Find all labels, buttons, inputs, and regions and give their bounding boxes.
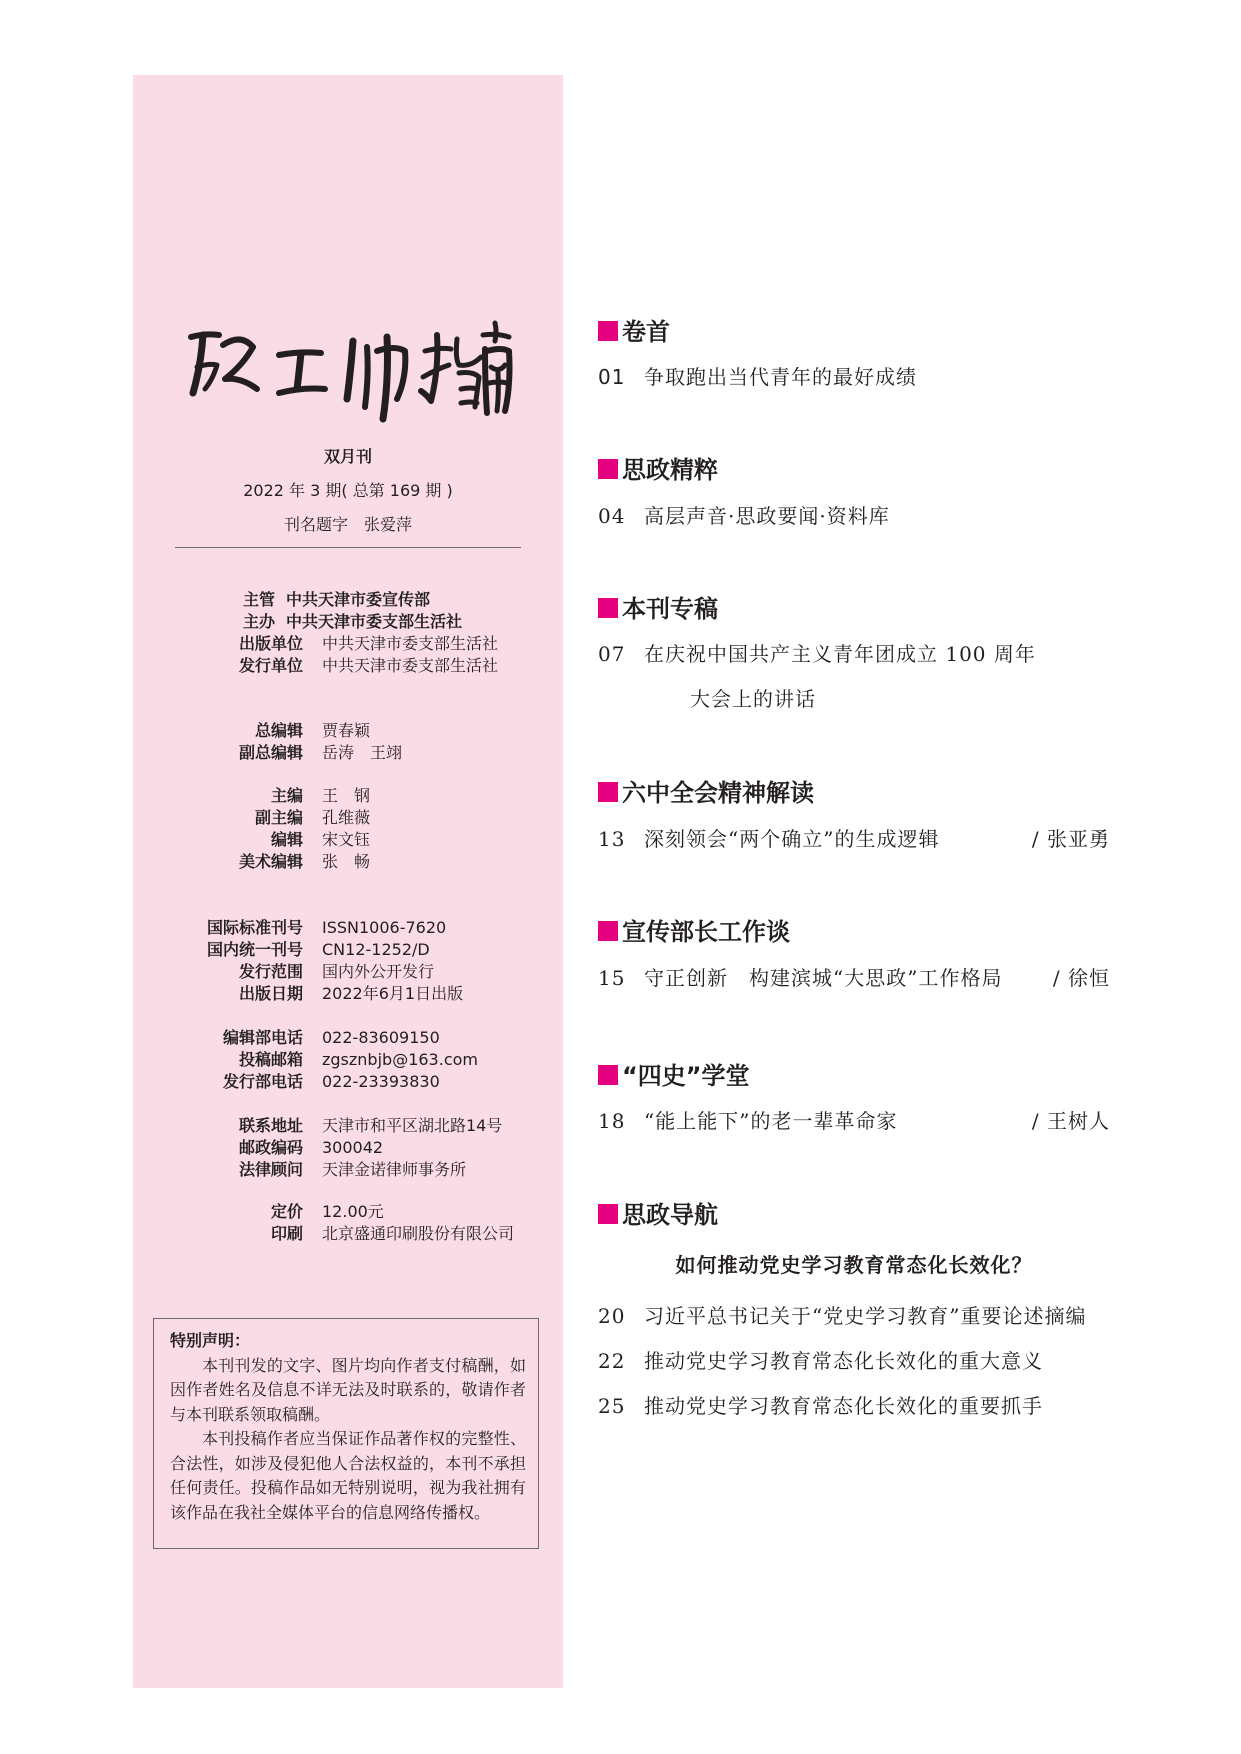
info-label: 法律顾问 (238, 1160, 303, 1179)
toc-page-number: 04 (598, 504, 626, 528)
frequency: 双月刊 (323, 447, 372, 466)
info-label: 主办 (242, 612, 275, 631)
info-label: 定价 (270, 1202, 303, 1221)
info-row (133, 851, 563, 873)
section-marker-icon (598, 921, 618, 941)
info-row (133, 1223, 563, 1245)
toc-entry[interactable] (598, 965, 1110, 991)
info-value: 孔维薇 (322, 808, 371, 827)
info-label: 发行单位 (238, 656, 303, 675)
special-notice-box (153, 1318, 539, 1549)
section-title: 六中全会精神解读 (622, 779, 814, 807)
info-label: 出版日期 (238, 984, 303, 1003)
info-label: 邮政编码 (238, 1138, 303, 1157)
toc-page-number: 07 (598, 642, 626, 666)
toc-author: / 张亚勇 (1031, 827, 1110, 851)
info-label: 印刷 (270, 1224, 303, 1243)
toc-section-heading (598, 318, 670, 346)
toc-entry-title: 大会上的讲话 (690, 687, 816, 711)
toc-entry-continuation[interactable] (598, 686, 1110, 712)
info-value: 中共天津市委支部生活社 (322, 656, 499, 675)
section-marker-icon (598, 598, 618, 618)
toc-entry[interactable] (598, 1108, 1110, 1134)
info-label: 编辑部电话 (222, 1028, 303, 1047)
section-marker-icon (598, 1065, 618, 1085)
section-title: 卷首 (622, 318, 670, 346)
info-label: 联系地址 (238, 1116, 303, 1135)
info-value: 国内外公开发行 (322, 962, 435, 981)
section-title: 思政精粹 (622, 456, 718, 484)
info-row (133, 939, 563, 961)
notice-title: 特别声明： (170, 1331, 251, 1350)
info-value: 中共天津市委支部生活社 (322, 634, 499, 653)
toc-section-heading (598, 595, 718, 623)
info-value: 中共天津市委宣传部 (286, 590, 431, 609)
info-label: 主编 (270, 786, 303, 805)
info-value: 天津市和平区湖北路14号 (322, 1116, 503, 1135)
section-title: “四史”学堂 (622, 1062, 750, 1090)
info-value: 贾春颖 (322, 721, 371, 740)
toc-entry[interactable] (598, 641, 1110, 667)
toc-page-number: 15 (598, 966, 626, 990)
toc-entry-title: 争取跑出当代青年的最好成绩 (644, 365, 917, 389)
toc-entry-title: 深刻领会“两个确立”的生成逻辑 (644, 827, 940, 851)
info-row (133, 1071, 563, 1093)
info-value: 12.00元 (322, 1202, 384, 1221)
info-label: 主管 (242, 590, 275, 609)
info-row (133, 807, 563, 829)
info-value: 宋文钰 (322, 830, 371, 849)
info-row (133, 983, 563, 1005)
info-row (133, 961, 563, 983)
info-row (133, 1027, 563, 1049)
section-marker-icon (598, 1204, 618, 1224)
info-label: 发行部电话 (222, 1072, 303, 1091)
toc-page-number: 01 (598, 365, 626, 389)
toc-page-number: 25 (598, 1394, 626, 1418)
info-label: 国内统一刊号 (206, 940, 303, 959)
info-row (133, 611, 563, 633)
info-label: 投稿邮箱 (238, 1050, 303, 1069)
info-row (133, 1115, 563, 1137)
info-value: 王 钢 (322, 786, 371, 805)
info-value: 2022年6月1日出版 (322, 984, 464, 1003)
notice-paragraph: 本刊投稿作者应当保证作品著作权的完整性、合法性，如涉及侵犯他人合法权益的，本刊不承担任何责任。投稿作品如无特别说明，视为我社拥有该作品在我社全媒体平台的信息网络传播权。 (170, 1429, 526, 1522)
toc-entry[interactable] (598, 1303, 1110, 1329)
toc-entry-title: 守正创新 构建滨城“大思政”工作格局 (644, 966, 1003, 990)
section-title: 思政导航 (622, 1201, 718, 1229)
info-value: 中共天津市委支部生活社 (286, 612, 463, 631)
info-label: 国际标准刊号 (206, 918, 303, 937)
toc-entry[interactable] (598, 503, 1110, 529)
info-value: CN12-1252/D (322, 940, 430, 959)
info-label: 编辑 (270, 830, 303, 849)
info-value: 岳涛 王翊 (322, 743, 403, 762)
toc-section-heading (598, 1201, 718, 1229)
info-row (133, 1049, 563, 1071)
toc-entry-title: 在庆祝中国共产主义青年团成立 100 周年 (644, 642, 1036, 666)
toc-entry-title: 推动党史学习教育常态化长效化的重要抓手 (644, 1394, 1043, 1418)
info-row (133, 1137, 563, 1159)
section-marker-icon (598, 782, 618, 802)
info-label: 出版单位 (238, 634, 303, 653)
toc-subtitle: 如何推动党史学习教育常态化长效化？ (675, 1253, 1033, 1277)
divider (175, 547, 521, 548)
toc-author: / 王树人 (1031, 1109, 1110, 1133)
info-row (133, 655, 563, 677)
section-title: 宣传部长工作谈 (622, 918, 790, 946)
section-title: 本刊专稿 (622, 595, 718, 623)
toc-page-number: 18 (598, 1109, 626, 1133)
toc-entry-title: “能上能下”的老一辈革命家 (644, 1109, 898, 1133)
toc-section-heading (598, 1062, 750, 1090)
toc-entry[interactable] (598, 1393, 1110, 1419)
masthead-title-text: 政工师指南 (183, 315, 188, 316)
info-row (133, 785, 563, 807)
info-row (133, 1201, 563, 1223)
calligraphy-title-image (183, 315, 513, 425)
info-value: 张 畅 (322, 852, 371, 871)
toc-author: / 徐恒 (1052, 966, 1110, 990)
toc-section-heading (598, 779, 814, 807)
toc-page-number: 13 (598, 827, 626, 851)
info-row (133, 917, 563, 939)
notice-paragraph: 本刊刊发的文字、图片均向作者支付稿酬，如因作者姓名及信息不详无法及时联系的，敬请作者与本刊联系领取稿酬。 (170, 1355, 526, 1424)
issue-number: 2022 年 3 期( 总第 169 期 ) (243, 481, 453, 500)
section-marker-icon (598, 459, 618, 479)
toc-entry-title: 习近平总书记关于“党史学习教育”重要论述摘编 (644, 1304, 1087, 1328)
info-row (133, 589, 563, 611)
info-row (133, 633, 563, 655)
masthead-panel (133, 75, 563, 1688)
info-label: 副主编 (254, 808, 303, 827)
info-value: 022-23393830 (322, 1072, 440, 1091)
info-label: 发行范围 (238, 962, 303, 981)
info-value: 天津金诺律师事务所 (322, 1160, 467, 1179)
info-label: 总编辑 (254, 721, 303, 740)
info-value: 022-83609150 (322, 1028, 440, 1047)
toc-section-heading (598, 456, 718, 484)
toc-page-number: 20 (598, 1304, 626, 1328)
section-marker-icon (598, 321, 618, 341)
toc-entry[interactable] (598, 364, 1110, 390)
info-label: 副总编辑 (238, 743, 303, 762)
info-row (133, 829, 563, 851)
toc-page-number: 22 (598, 1349, 626, 1373)
info-row (133, 720, 563, 742)
masthead-logo (183, 315, 513, 425)
info-value: 北京盛通印刷股份有限公司 (322, 1224, 515, 1243)
info-label: 美术编辑 (238, 852, 303, 871)
info-value: ISSN1006-7620 (322, 918, 447, 937)
info-value: 300042 (322, 1138, 384, 1157)
toc-entry[interactable] (598, 1348, 1110, 1374)
toc-section-heading (598, 918, 790, 946)
calligraphy-credit: 刊名题字 张爱萍 (283, 515, 412, 534)
info-row (133, 1159, 563, 1181)
toc-entry-title: 推动党史学习教育常态化长效化的重大意义 (644, 1349, 1043, 1373)
info-row (133, 742, 563, 764)
toc-entry[interactable] (598, 826, 1110, 852)
toc-entry-title: 高层声音·思政要闻·资料库 (644, 504, 890, 528)
info-value: zgsznbjb@163.com (322, 1050, 478, 1069)
